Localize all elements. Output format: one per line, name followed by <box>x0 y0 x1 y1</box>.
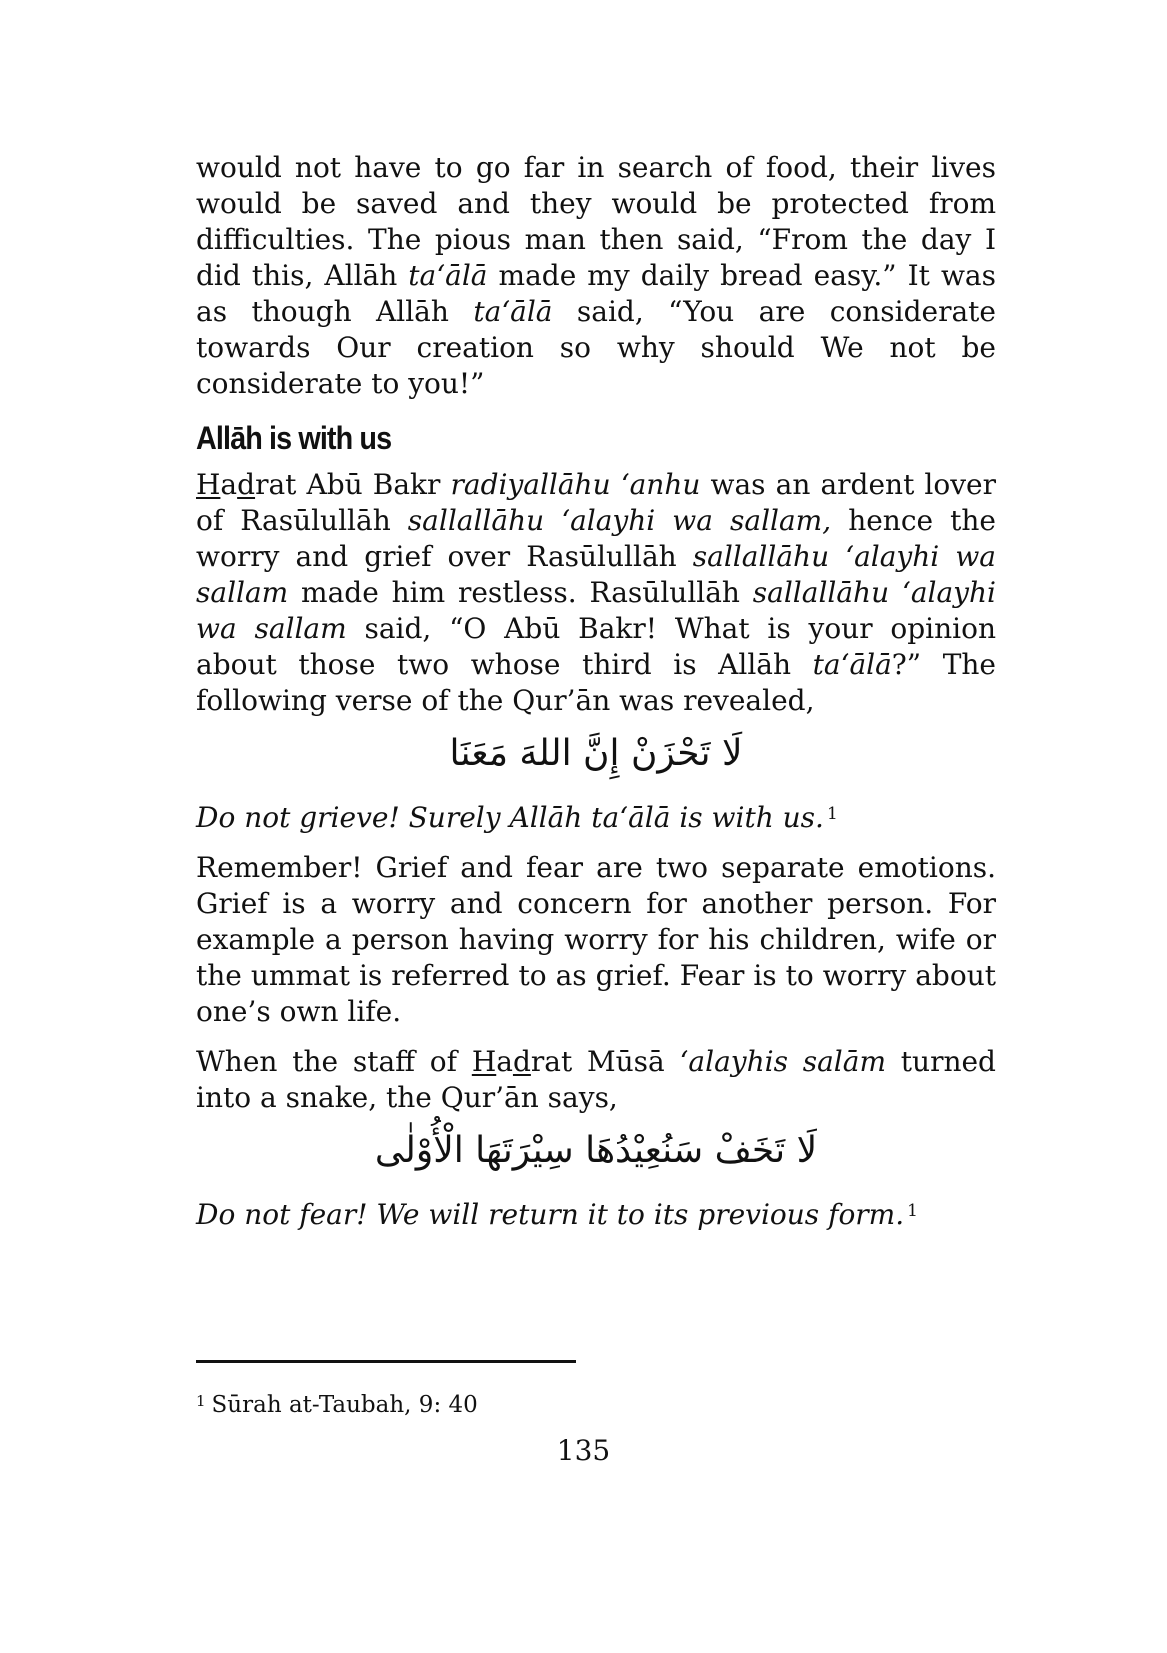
underlined-letter: H <box>471 1045 497 1078</box>
text-run: rat Abū Bakr <box>255 468 451 501</box>
page-number: 135 <box>556 1434 611 1467</box>
italic-term: sallallāhu ‘alayhi wa sallam <box>196 576 996 645</box>
paragraph-abu-bakr <box>196 467 996 719</box>
text-line: would be saved and they would be protected from <box>196 187 996 220</box>
text-run: ?” The following verse of the Qur’ān was revealed, <box>196 648 996 717</box>
text-run: rat Mūsā <box>530 1045 680 1078</box>
text-run: When the staff of <box>196 1045 472 1078</box>
text-line: made my daily bread easy.” It <box>487 259 930 292</box>
italic-term: ta‘ālā <box>408 259 488 292</box>
text-run: a <box>496 1045 513 1078</box>
underlined-letter: H <box>196 468 221 501</box>
page-body <box>196 150 996 1233</box>
text-run: hence the worry and grief over Rasūlullāh <box>196 504 997 573</box>
paragraph-grief-fear: Remember! Grief and fear are two separate emotions. Grief is a worry and concern for another person. For example a person having worry for his children, wife or the ummat is referred to as grief. Fear is to worry about one’s own life. <box>196 851 996 1028</box>
underlined-letter: d <box>512 1045 531 1078</box>
italic-term: ta‘ālā <box>473 295 553 328</box>
footnote-marker: 1 <box>826 804 838 824</box>
text-line: difficulties. The pious man then said, “From the day I <box>196 223 996 256</box>
arabic-verse-1: لَا تَحْزَنْ إِنَّ اللهَ مَعَنَا <box>449 733 743 774</box>
verse-translation-2 <box>196 1193 996 1233</box>
translation-text: Do not fear! We will return it to its previous form. <box>196 1198 905 1231</box>
section-heading: Allāh is with us <box>196 420 392 456</box>
text-run: made him restless. Rasūlullāh <box>288 576 753 609</box>
text-line: towards Our creation so why should We not be <box>196 331 996 364</box>
text-line: said, “You are considerate <box>552 295 996 328</box>
italic-term: sallallāhu ‘alayhi wa sallam <box>196 540 996 609</box>
paragraph-intro <box>196 150 996 402</box>
footnote-marker: 1 <box>907 1201 918 1221</box>
translation-text: Do not grieve! Surely Allāh ta‘ālā is with us. <box>196 801 824 834</box>
footnote-text: Sūrah at-Taubah, 9: 40 <box>211 1392 478 1418</box>
underlined-letter: d <box>237 468 256 501</box>
footnote-number: 1 <box>196 1392 206 1410</box>
italic-term: sallallāhu ‘alayhi wa sallam, <box>407 504 832 537</box>
italic-term: ta‘ālā <box>812 648 892 681</box>
italic-term: ‘alayhis salām <box>679 1045 886 1078</box>
text-run: was an ardent lover of Rasūlullāh <box>196 468 996 537</box>
arabic-verse-2: لَا تَخَفْ سَنُعِيْدُهَا سِيْرَتَهَا الْأُوْلٰى <box>374 1130 818 1171</box>
text-line: did this, Allāh <box>196 259 409 292</box>
text-line: would not have to go far in search of food, their lives <box>196 151 996 184</box>
text-line: was as though Allāh <box>196 259 996 328</box>
paragraph-musa <box>196 1044 996 1116</box>
verse-translation-1 <box>196 796 996 836</box>
footnote-divider <box>196 1360 576 1363</box>
text-run: a <box>220 468 238 501</box>
italic-term: radiyallāhu ‘anhu <box>450 468 701 501</box>
footnote <box>196 1392 478 1418</box>
text-line: considerate to you!” <box>196 367 485 400</box>
text-run: turned into a snake, the Qur’ān says, <box>196 1045 996 1114</box>
text-run: said, “O Abū Bakr! What is your opinion about those two whose third is Allāh <box>196 612 997 681</box>
